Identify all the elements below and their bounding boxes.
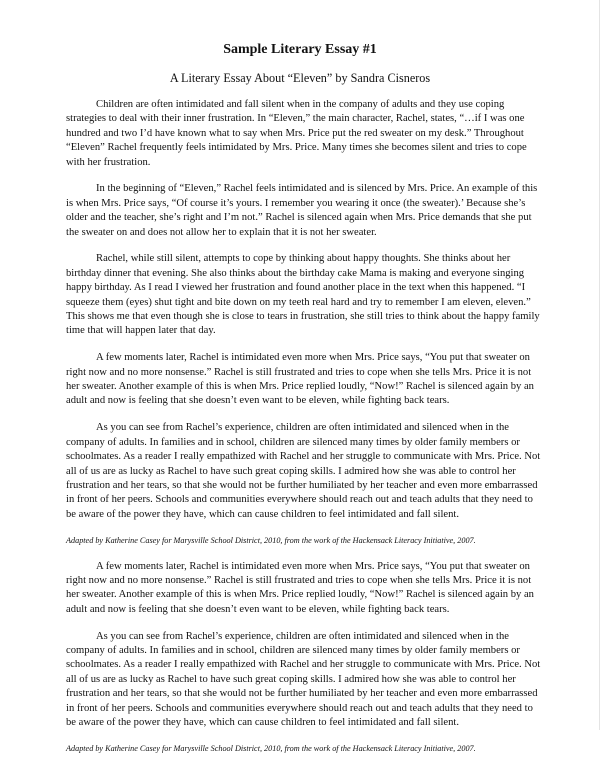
paragraph-moments-later-repeat: A few moments later, Rachel is intimidated even more when Mrs. Price says, “You put that sweater on right now and no more nonsense.” Rachel is still frustrated and tries to cope when she tells Mrs. Price it is not her sweater. Another example of this is when Mrs. Price replied loudly, “Now!” Rachel is silenced again by an adult and now is feeling that she doesn’t even want to be eleven, while fighting back tears. [66, 560, 534, 615]
adaptation-credit: Adapted by Katherine Casey for Marysville School District, 2010, from the work of the Hackensack Literacy Initiative, 2007. [66, 535, 476, 545]
adaptation-credit-repeat: Adapted by Katherine Casey for Marysville School District, 2010, from the work of the Hackensack Literacy Initiative, 2007. [66, 743, 476, 753]
essay-title: Sample Literary Essay #1 [223, 42, 377, 57]
paragraph-intro: Children are often intimidated and fall silent when in the company of adults and they use coping strategies to deal with their inner frustration. In “Eleven,” the main character, Rachel, states, “…if I was one hundred and two I’d have known what to say when Mrs. Price put the red sweater on my desk.” Throughout “Eleven” Rachel frequently feels intimidated by Mrs. Price. Many times she becomes silent and tries to cope with her frustration. [66, 99, 527, 168]
essay-subtitle: A Literary Essay About “Eleven” by Sandra Cisneros [169, 71, 431, 85]
paragraph-coping: Rachel, while still silent, attempts to cope by thinking about happy thoughts. She thinks about her birthday dinner that evening. She also thinks about the birthday cake Mama is making and everyone singing happy birthday. As I read I viewed her frustration and found another place in the text when this happened. “I squeeze them (eyes) shut tight and bite down on my teeth real hard and try to remember I am eleven, eleven.” This shows me that even though she is close to tears in frustration, she still tries to think about the happy family time that will happen later that day. [66, 253, 540, 337]
paragraph-conclusion: As you can see from Rachel’s experience, children are often intimidated and silenced when in the company of adults. In families and in school, children are silenced many times by older family members or schoolmates. As a reader I really empathized with Rachel and her struggle to communicate with Mrs. Price. Not all of us are as lucky as Rachel to have such great coping skills. I admired how she was able to control her frustration and her tears, so that she would not be further humiliated by her teacher and even more embarrassed in front of her peers. Schools and communities everywhere should reach out and teach adults that they need to be aware of the power they have, which can cause children to feel intimidated and fall silent. [66, 422, 541, 520]
paragraph-conclusion-repeat: As you can see from Rachel’s experience, children are often intimidated and silenced when in the company of adults. In families and in school, children are silenced many times by older family members or schoolmates. As a reader I really empathized with Rachel and her struggle to communicate with Mrs. Price. Not all of us are as lucky as Rachel to have such great coping skills. I admired how she was able to control her frustration and her tears, so that she would not be further humiliated by her teacher and even more embarrassed in front of her peers. Schools and communities everywhere should reach out and teach adults that they need to be aware of the power they have, which can cause children to feel intimidated and fall silent. [66, 630, 541, 728]
paragraph-beginning: In the beginning of “Eleven,” Rachel feels intimidated and is silenced by Mrs. Price. An example of this is when Mrs. Price says, “Of course it’s yours. I remember you wearing it once (the sweater).’ Because she’s older and the teacher, she’s right and I’m not.” Rachel is silenced again when Mrs. Price demands that she put the sweater on and does not allow her to explain that it is not her sweater. [66, 183, 538, 238]
essay-body [66, 98, 542, 768]
paragraph-moments-later: A few moments later, Rachel is intimidated even more when Mrs. Price says, “You put that sweater on right now and no more nonsense.” Rachel is still frustrated and tries to cope when she tells Mrs. Price it is not her sweater. Another example of this is when Mrs. Price replied loudly, “Now!” Rachel is silenced again by an adult and now is feeling that she doesn’t even want to be eleven, while fighting back tears. [66, 352, 534, 407]
